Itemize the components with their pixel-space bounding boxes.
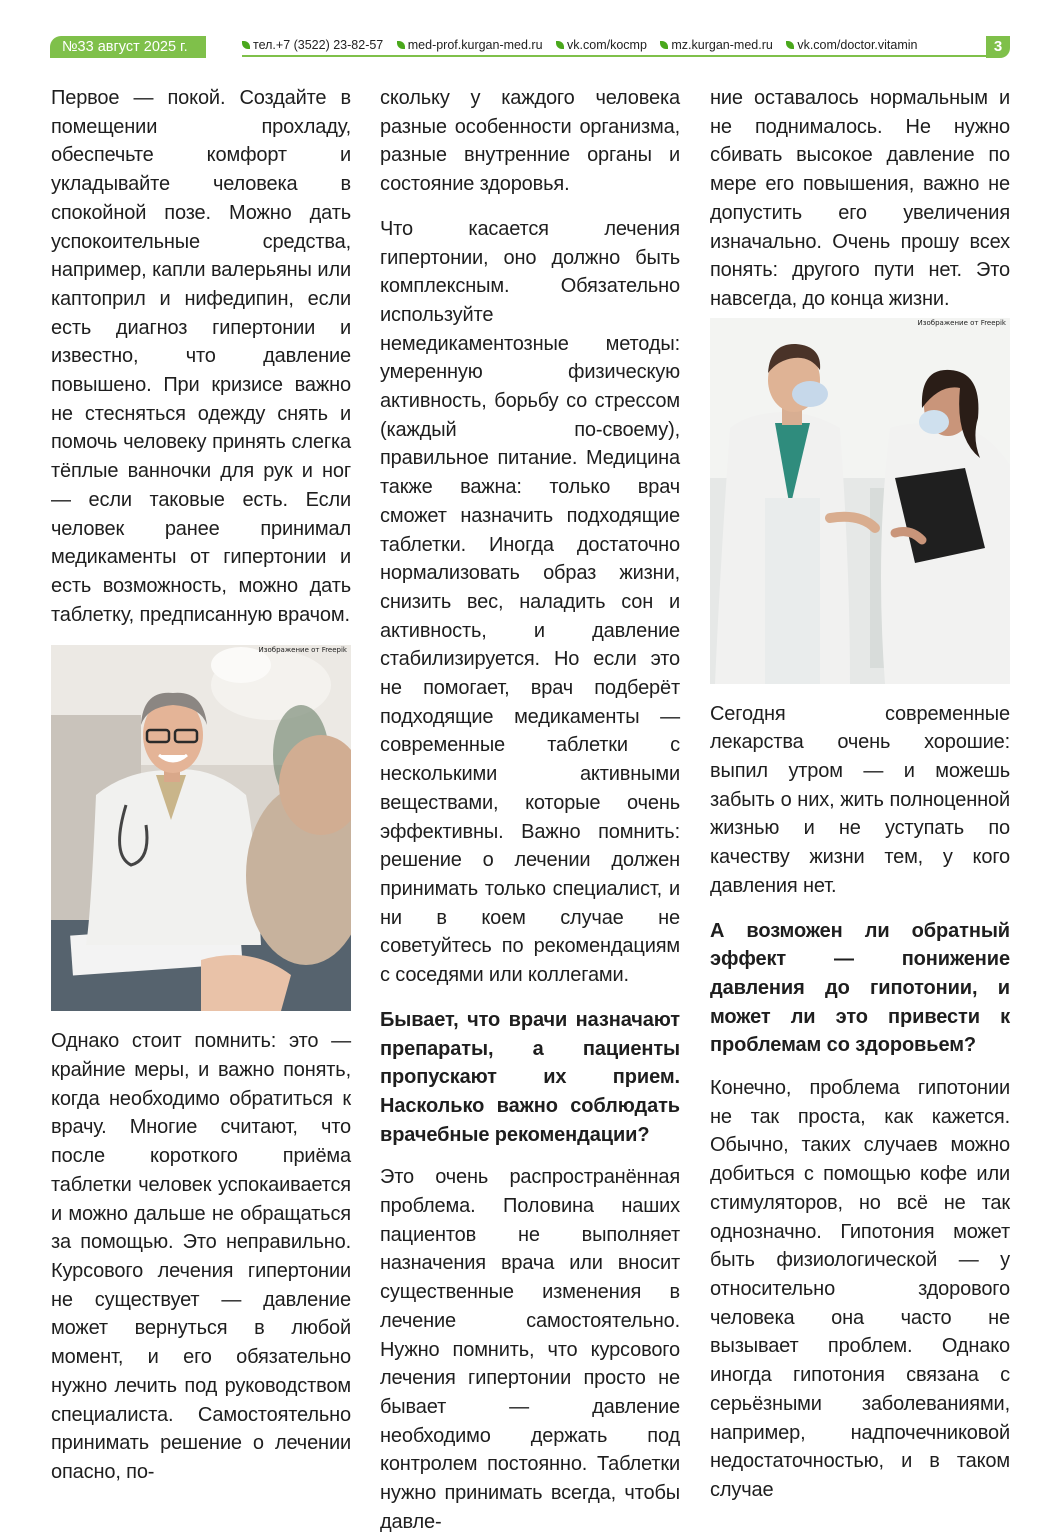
- paragraph: ние оставалось нормальным и не поднималось. Не нужно сбивать высокое давление по мере его повышения, важно не допустить его увеличения изначально. Очень прошу всех понять: другого пути нет. Это навсегда, до конца жизни.: [710, 87, 1010, 310]
- paragraph: Первое — покой. Создайте в помещении прохладу, обеспечьте комфорт и укладывайте человека в спокойной позе. Можно дать успокоительные средства, например, капли валерьяны или каптоприл и нифедипин, если есть диагноз гипертонии и известно, что давление повышено. При кризисе важно не стесняться одежду снять и помочь человеку принять слегка тёплые ванночки для рук и ног — если таковые есть. Если человек ранее принимал медикаменты от гипертонии и есть возможность, можно дать таблетку, предписанную врачом.: [51, 87, 351, 626]
- doctors-photo: [710, 318, 1010, 684]
- paragraph: Сегодня современные лекарства очень хорошие: выпил утром — и можешь забыть о них, жить полноценной жизнью и не уступать по качеству жизни тем, у кого давления нет.: [710, 702, 1010, 897]
- doctor-illustration: [51, 645, 351, 1011]
- issue-badge: №33 август 2025 г.: [50, 36, 206, 58]
- contact-bar: [242, 36, 928, 54]
- leaf-icon: [242, 41, 250, 49]
- photo-credit: Изображение от Freepik: [917, 318, 1006, 327]
- column-3: [710, 84, 1010, 1505]
- paragraph: скольку у каждого человека разные особенности организма, разные внутренние органы и состояние здоровья.: [380, 87, 680, 196]
- paragraph: Однако стоит помнить: это — крайние меры, и важно понять, когда необходимо обратиться к врачу. Многие считают, что после короткого приёма таблетки человек успокаивается и можно дальше не обращаться за помощью. Это неправильно. Курсового лечения гипертонии не существует — давление может вернуться в любой момент, и его обязательно нужно лечить под руководством специалиста. Самостоятельно принимать решение о лечении опасно, по-: [51, 1030, 351, 1483]
- page-header: [50, 36, 1010, 58]
- leaf-icon: [786, 41, 794, 49]
- header-rule: [242, 55, 988, 57]
- leaf-icon: [397, 41, 405, 49]
- doctors-illustration: [710, 318, 1010, 684]
- contact-mz-site[interactable]: mz.kurgan-med.ru: [660, 38, 772, 52]
- doctor-photo: [51, 645, 351, 1011]
- contact-vk-doctor[interactable]: vk.com/doctor.vitamin: [786, 38, 917, 52]
- column-1: [51, 84, 351, 1487]
- contact-vk-kocmp[interactable]: vk.com/kocmp: [556, 38, 647, 52]
- leaf-icon: [556, 41, 564, 49]
- page-number: 3: [986, 36, 1010, 58]
- photo-credit: Изображение от Freepik: [258, 646, 347, 655]
- leaf-icon: [660, 41, 668, 49]
- contact-site[interactable]: med-prof.kurgan-med.ru: [397, 38, 543, 52]
- interview-question: Бывает, что врачи назначают препараты, а пациенты пропускают их прием. Насколько важно соблюдать врачебные рекомендации?: [380, 1008, 680, 1146]
- paragraph: Конечно, проблема гипотонии не так проста, как кажется. Обычно, таких случаев можно добиться с помощью кофе или стимуляторов, но всё не так однозначно. Гипотония может быть физиологической — у относительно здорового человека она часто не вызывает проблем. Однако иногда гипотония связана с серьёзными заболеваниями, например, надпочечниковой недостаточностью, и в таком случае: [710, 1077, 1010, 1501]
- column-2: [380, 84, 680, 1536]
- paragraph: Это очень распространённая проблема. Половина наших пациентов не выполняет назначения врача или вносит существенные изменения в лечение самостоятельно. Нужно помнить, что курсового лечения гипертонии просто не бывает — давление необходимо держать под контролем постоянно. Таблетки нужно принимать всегда, чтобы давле-: [380, 1166, 680, 1533]
- interview-question: А возможен ли обратный эффект — понижение давления до гипотонии, и может ли это привести к проблемам со здоровьем?: [710, 919, 1010, 1057]
- contact-phone[interactable]: тел.+7 (3522) 23-82-57: [242, 38, 383, 52]
- paragraph: Что касается лечения гипертонии, оно должно быть комплексным. Обязательно используйте немедикаментозные методы: умеренную физическую активность, борьбу со стрессом (каждый по-своему), правильное питание. Медицина также важна: только врач сможет назначить подходящие таблетки. Иногда достаточно нормализовать образ жизни, снизить вес, наладить сон и активность, и давление стабилизируется. Но если это не помогает, врач подберёт подходящие медикаменты — современные таблетки с несколькими активными веществами, которые очень эффективны. Важно помнить: решение о лечении должен принимать только специалист, и ни в коем случае не советуйтесь по рекомендациям с соседями или коллегами.: [380, 217, 680, 987]
